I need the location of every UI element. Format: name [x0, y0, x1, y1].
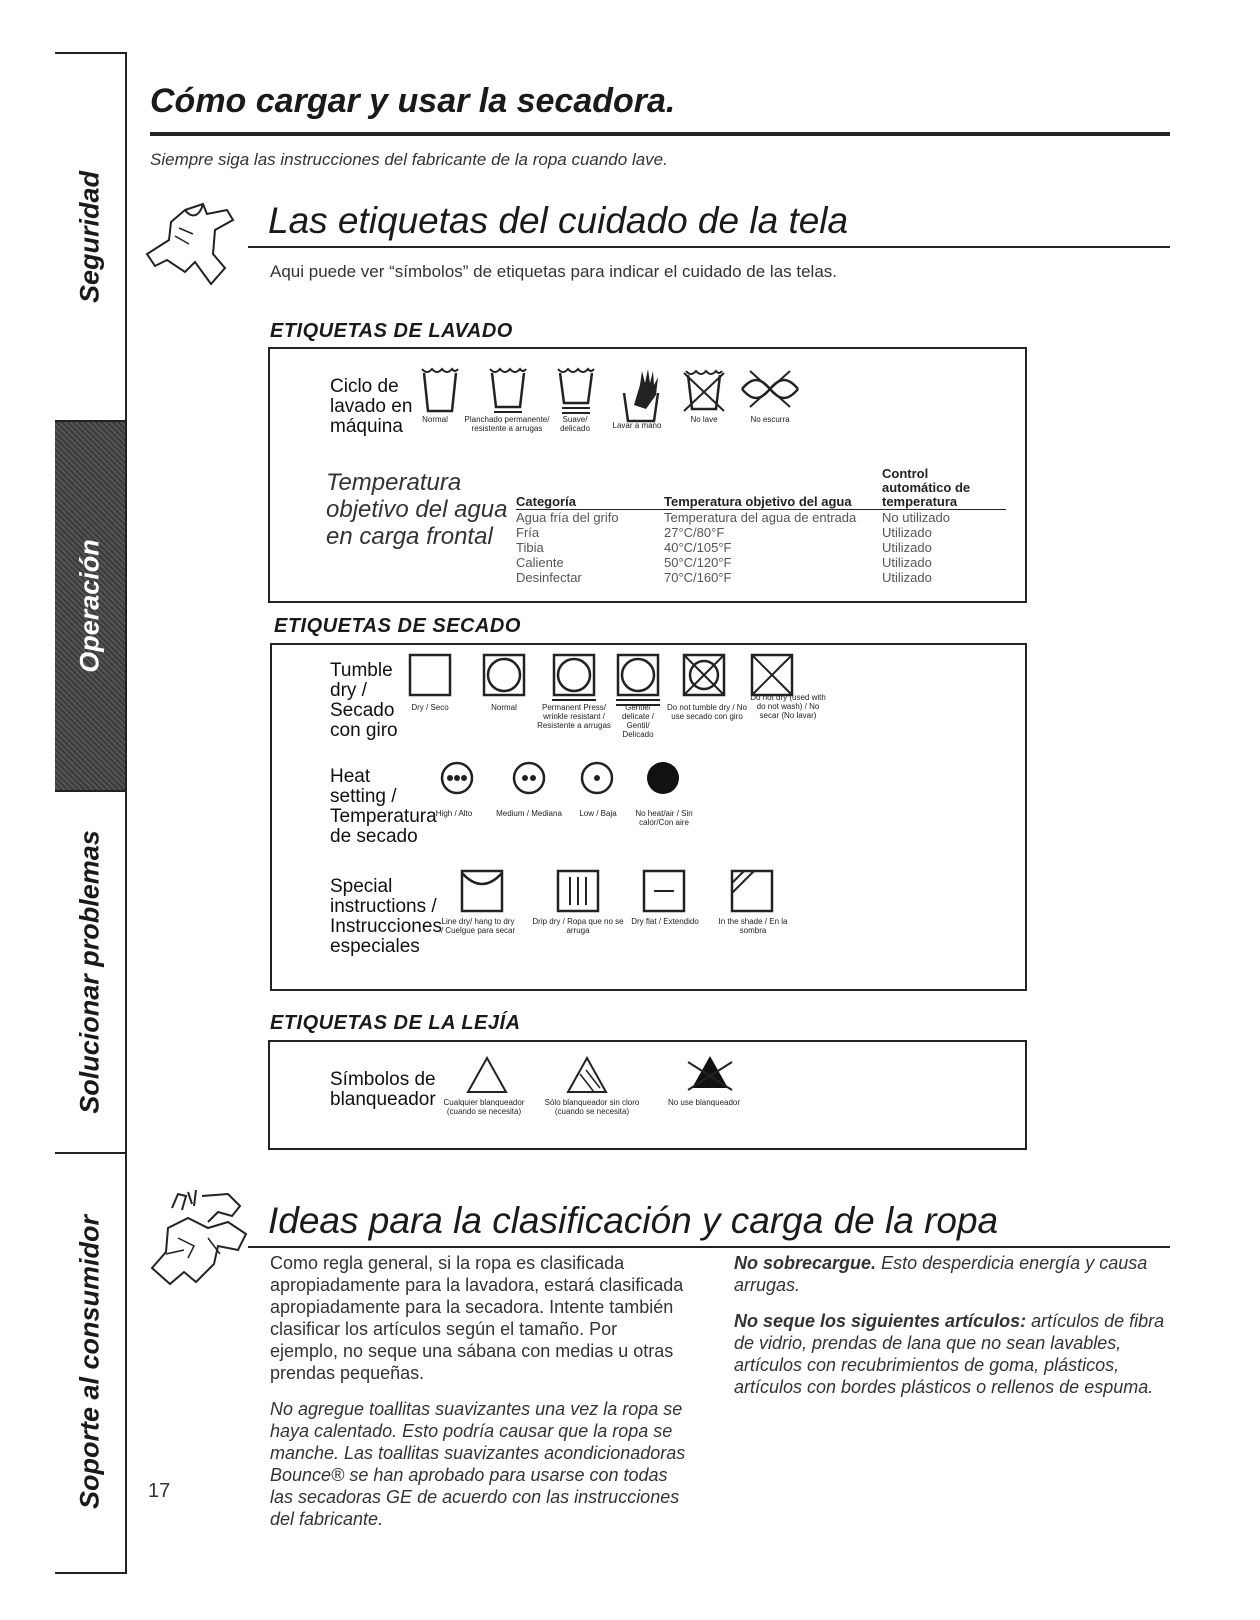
sorting-paragraph: No agregue toallitas suavizantes una vez la ropa se haya calentado. Esto podría causar que la ropa se manche. Las toallitas suavizantes acondicionadoras Bounce® se han aprobado para usarse con todas las secadoras GE de acuerdo con las instrucciones del fabricante.	[270, 1399, 686, 1529]
do-not-wring-icon	[738, 367, 802, 411]
tab-solucionar-problemas[interactable]	[55, 792, 125, 1154]
dry-section-title: ETIQUETAS DE SECADO	[274, 615, 521, 637]
label-line: Temperatura	[330, 806, 437, 827]
label-line: especiales	[330, 936, 420, 957]
do-not-tumble-dry-icon	[682, 653, 726, 697]
label-line: dry /	[330, 680, 367, 701]
table-row	[516, 510, 1006, 526]
tab-label: Soporte al consumidor	[74, 1214, 105, 1510]
hand-wash-icon	[620, 365, 662, 423]
page-title: Cómo cargar y usar la secadora.	[150, 82, 676, 120]
wash-labels-box	[268, 347, 1027, 603]
tab-label: Solucionar problemas	[74, 830, 105, 1114]
label-line: de secado	[330, 826, 418, 847]
heat-setting-label	[330, 767, 437, 847]
paragraph-text: Esto desperdicia energía y causa arrugas.	[734, 1253, 1148, 1295]
sorting-heading: Ideas para la clasificación y carga de la ropa	[268, 1200, 999, 1241]
tumble-caption: Do not dry (used with do not wash) / No secar (No lavar)	[750, 693, 826, 720]
bleach-caption: Cualquier blanqueador (cuando se necesita)	[443, 1098, 525, 1116]
heat-caption: High / Alto	[435, 809, 473, 818]
label-line: setting /	[330, 786, 397, 807]
label-line: instructions /	[330, 896, 437, 917]
label-line: lavado en	[330, 396, 413, 417]
bleach-caption: No use blanqueador	[667, 1098, 741, 1107]
table-cell: Caliente	[516, 555, 564, 570]
special-instructions-label	[330, 877, 442, 957]
column-header: Control automático de temperatura	[882, 467, 1006, 510]
bleach-caption: Sólo blanqueador sin cloro (cuando se necesita)	[544, 1098, 640, 1116]
table-cell: No utilizado	[882, 510, 950, 525]
table-cell: Utilizado	[882, 525, 932, 540]
tumble-caption: Dry / Seco	[411, 703, 449, 712]
do-not-dry-icon	[750, 653, 794, 697]
temp-title	[326, 469, 507, 550]
table-cell: Utilizado	[882, 555, 932, 570]
heat-medium-icon	[512, 761, 546, 795]
sorting-paragraph	[734, 1252, 1170, 1296]
temperature-table	[516, 467, 1006, 585]
special-caption: Line dry/ hang to dry / Cuelgue para secar	[440, 917, 516, 935]
tumble-normal-icon	[482, 653, 526, 697]
tumble-caption: Normal	[491, 703, 517, 712]
heat-high-icon	[440, 761, 474, 795]
non-chlorine-bleach-icon	[566, 1056, 608, 1094]
heat-caption: Low / Baja	[579, 809, 617, 818]
table-cell: 40°C/105°F	[664, 540, 732, 555]
table-cell: Agua fría del grifo	[516, 510, 619, 525]
any-bleach-icon	[466, 1056, 508, 1094]
bold-lead: No sobrecargue.	[734, 1253, 877, 1273]
page-number: 17	[148, 1480, 171, 1502]
table-cell: Tibia	[516, 540, 544, 555]
label-line: Secado	[330, 700, 395, 721]
temp-title-line: en carga frontal	[326, 523, 493, 550]
dry-flat-icon	[642, 869, 686, 913]
label-line: Tumble	[330, 660, 393, 681]
table-cell: Temperatura del agua de entrada	[664, 510, 857, 525]
wash-normal-icon	[420, 365, 460, 415]
label-line: con giro	[330, 720, 398, 741]
tumble-permanent-press-icon	[552, 653, 596, 703]
temp-title-line: Temperatura	[326, 469, 462, 496]
tumble-caption: Gentle/ delicate / Gentil/ Delicado	[621, 703, 655, 739]
dry-in-shade-icon	[730, 869, 774, 913]
table-cell: 27°C/80°F	[664, 525, 725, 540]
wash-caption: Normal	[422, 415, 448, 424]
tab-operacion[interactable]	[55, 422, 125, 792]
sorting-right-column	[734, 1252, 1170, 1398]
line-dry-icon	[460, 869, 504, 913]
tumble-dry-label	[330, 661, 398, 741]
wash-caption: Planchado permanente/ resistente a arrugas	[464, 415, 550, 433]
table-cell: 50°C/120°F	[664, 555, 732, 570]
table-row	[516, 525, 1006, 540]
table-cell: Desinfectar	[516, 570, 582, 585]
bleach-labels-box	[268, 1040, 1027, 1150]
label-line: máquina	[330, 416, 403, 437]
do-not-wash-icon	[682, 367, 726, 413]
wash-permanent-press-icon	[488, 365, 528, 415]
wash-caption: No escurra	[750, 415, 790, 424]
special-caption: In the shade / En la sombra	[718, 917, 788, 935]
no-heat-icon	[646, 761, 680, 795]
label-line: Ciclo de	[330, 376, 399, 397]
temp-title-line: objetivo del agua	[326, 496, 508, 523]
column-header: Temperatura objetivo del agua	[664, 467, 882, 510]
heat-caption: Medium / Mediana	[496, 809, 562, 818]
care-labels-intro: Aqui puede ver “símbolos” de etiquetas para indicar el cuidado de las telas.	[270, 262, 838, 281]
table-cell: 70°C/160°F	[664, 570, 732, 585]
title-rule	[150, 132, 1170, 136]
sorting-paragraph: Como regla general, si la ropa es clasificada apropiadamente para la lavadora, estará clasificada apropiadamente para la secadora. Intente también clasificar los artículos según el tamaño. Por ejemplo, no seque una sábana con medias u otras prendas pequeñas.	[270, 1253, 684, 1383]
table-header-row	[516, 467, 1006, 510]
care-labels-heading: Las etiquetas del cuidado de la tela	[268, 200, 849, 241]
label-line: Special	[330, 876, 393, 897]
wash-caption: No lave	[690, 415, 718, 424]
wash-row-label	[330, 377, 412, 437]
wash-caption: Lavar a mano	[612, 421, 662, 430]
bleach-row-label	[330, 1070, 436, 1110]
label-line: blanqueador	[330, 1089, 436, 1110]
sorting-left-column	[270, 1252, 690, 1530]
table-cell: Utilizado	[882, 540, 932, 555]
tumble-gentle-icon	[616, 653, 660, 709]
sorting-paragraph	[734, 1310, 1170, 1398]
wash-caption: Suave/ delicado	[560, 415, 590, 433]
table-row	[516, 570, 1006, 585]
table-row	[516, 540, 1006, 555]
tumble-caption: Do not tumble dry / No use secado con giro	[666, 703, 748, 721]
heading-rule	[248, 1246, 1170, 1248]
label-line: Símbolos de	[330, 1069, 436, 1090]
heading-rule	[248, 246, 1170, 248]
bold-lead: No seque los siguientes artículos:	[734, 1311, 1027, 1331]
special-caption: Drip dry / Ropa que no se arruga	[532, 917, 624, 935]
label-line: Instrucciones	[330, 916, 442, 937]
tab-label: Operación	[74, 539, 105, 673]
heat-caption: No heat/air / Sin calor/Con aire	[635, 809, 693, 827]
column-header: Categoría	[516, 467, 664, 510]
dry-square-icon	[408, 653, 452, 697]
sidebar	[55, 52, 127, 1574]
page-subtitle: Siempre siga las instrucciones del fabricante de la ropa cuando lave.	[150, 150, 668, 169]
drip-dry-icon	[556, 869, 600, 913]
wash-section-title: ETIQUETAS DE LAVADO	[270, 320, 513, 342]
table-cell: Utilizado	[882, 570, 932, 585]
shirt-icon	[145, 196, 245, 288]
table-cell: Fría	[516, 525, 540, 540]
bleach-section-title: ETIQUETAS DE LA LEJÍA	[270, 1012, 521, 1034]
tab-seguridad[interactable]	[55, 54, 125, 422]
no-bleach-icon	[684, 1052, 736, 1092]
special-caption: Dry flat / Extendido	[631, 917, 699, 926]
heat-low-icon	[580, 761, 614, 795]
wash-gentle-icon	[556, 365, 596, 419]
tab-label: Seguridad	[74, 170, 105, 304]
dry-labels-box	[270, 643, 1027, 991]
paragraph-text: artículos de fibra de vidrio, prendas de lana que no sean lavables, artículos con recubrimientos de goma, plásticos, artículos con bordes plásticos o rellenos de espuma.	[734, 1311, 1165, 1397]
tumble-caption: Permanent Press/ wrinkle resistant / Resistente a arrugas	[537, 703, 611, 730]
tab-soporte-consumidor[interactable]	[55, 1154, 125, 1570]
table-row	[516, 555, 1006, 570]
label-line: Heat	[330, 766, 371, 787]
laundry-pile-icon	[148, 1188, 258, 1298]
